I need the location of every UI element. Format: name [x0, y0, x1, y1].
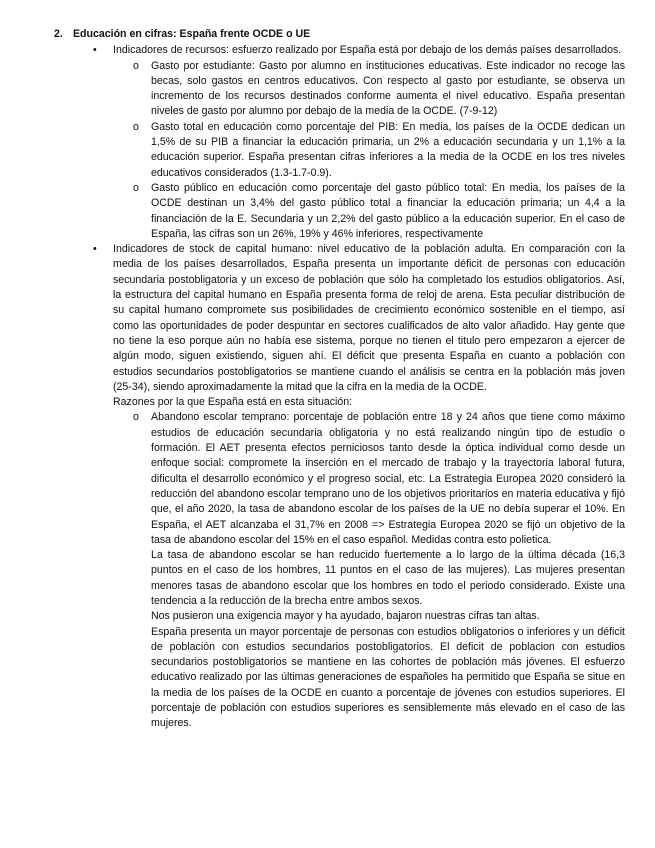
sub-item-gasto-estudiante — [133, 59, 625, 120]
abandono-paragraph-1: Abandono escolar temprano: porcentaje de población entre 18 y 24 años que tiene como máximo estudios de educación secundaria obligatoria y no está realizando ningún tipo de estudio o formación. El AET presenta efectos perniciosos tanto desde la óptica individual como desde un enfoque social: compromete la inserción en el mercado de trabajo y la trayectoria laboral futura, dificulta el desarrollo económico y el progreso social, etc. La Estrategia Europea 2020 consideró la reducción del abandono escolar temprano uno de los objetivos prioritarios en materia educativa y fijó que, el año 2020, la tasa de abandono escolar de los países de la UE no debía superar el 10%. En España, el AET alcanzaba el 31,7% en 2008 => Estrategia Europea 2020 se fijó un objetivo de la tasa de abandono escolar del 15% en el caso español. Medidas contra esto polietica. — [151, 411, 625, 546]
sub-bullet-icon: o — [133, 411, 139, 424]
resources-sublist — [133, 59, 625, 243]
section-title: Educación en cifras: España frente OCDE o UE — [72, 28, 311, 40]
sub-item-text: Gasto público en educación como porcentaje del gasto público total: En media, los países de la OCDE destinan un 3,4% del gasto público total a financiar la educación primaria; un 4,4 a la financiación de la E. Secundaria y un 2,2% del gasto público a la educación superior. En el caso de España, las cifras son un 26%, 19% y 46% inferiores, respectivamente — [151, 181, 625, 240]
section-number: 2. — [54, 28, 63, 40]
sub-bullet-icon: o — [133, 120, 139, 133]
section-heading — [54, 27, 625, 42]
bullet-icon: • — [93, 44, 97, 57]
sub-item-abandono — [133, 410, 625, 731]
resources-text: Indicadores de recursos: esfuerzo realizado por España está por debajo de los demás países desarrollados. — [113, 44, 622, 57]
main-bullet-list — [54, 43, 625, 731]
sub-item-gasto-publico — [133, 181, 625, 242]
sub-bullet-icon: o — [133, 59, 139, 72]
sub-bullet-icon: o — [133, 181, 139, 194]
abandono-paragraph-4: España presenta un mayor porcentaje de personas con estudios obligatorios o inferiores y un déficit de población con estudios secundarios postobligatorios. El deficit de poblacion con estudios secundarios postobligatorios se mantiene en las cohortes de población más jóvenes. El esfuerzo educativo realizado por las últimas generaciones de españoles ha permitido que España se situe en la media de los países de la OCDE en cuanto a porcentaje de jóvenes con estudios superiores. El porcentaje de población con estudios superiores es sensiblemente más elevado en el caso de las mujeres. — [151, 625, 625, 730]
abandono-paragraph-3: Nos pusieron una exigencia mayor y ha ayudado, bajaron nuestras cifras tan altas. — [151, 610, 540, 623]
list-item-capital — [54, 242, 625, 732]
abandono-paragraph-2: La tasa de abandono escolar se han reducido fuertemente a lo largo de la última década (16,3 puntos en el caso de los hombres, 11 puntos en el caso de las mujeres). Las mujeres presentan menores tasas de abandono escolar que los hombres en todo el periodo considerado. Existe una tendencia a la reducción de la brecha entre ambos sexos. — [151, 549, 625, 607]
capital-sublist — [133, 410, 625, 731]
sub-item-text: Gasto por estudiante: Gasto por alumno en instituciones educativas. Este indicador no recoge las becas, solo gastos en centros educativos. Con respecto al gasto por estudiante, se observa un incremento de los recursos destinados conforme aumenta el nivel educativo. España presentan niveles de gasto por alumno por debajo de la media de la OCDE. (7-9-12) — [151, 59, 625, 118]
list-item-resources — [54, 43, 625, 242]
reasons-label: Razones por la que España está en esta situación: — [113, 396, 353, 409]
sub-item-text: Gasto total en educación como porcentaje del PIB: En media, los países de la OCDE dedican un 1,5% de su PIB a financiar la educación primaria, un 2% a educación secundaria y un 1,1% a la educación superior. España presentan cifras inferiores a la media de la OCDE en los tres niveles educativos considerados (1.3-1.7-0.9). — [151, 120, 625, 179]
bullet-icon: • — [93, 243, 97, 256]
sub-item-gasto-pib — [133, 120, 625, 181]
capital-text: Indicadores de stock de capital humano: nivel educativo de la población adulta. En comparación con la media de los países desarrollados, España presenta un importante déficit de personas con educación secundaria postobligatoria y un exceso de población que sólo ha completado los estudios obligatorios. Así, la estructura del capital humano en España presenta forma de reloj de arena. Esta peculiar distribución de su capital humano compromete sus posibilidades de crecimiento económico sostenible en el tiempo, así como las oportunidades de poder despuntar en sectores cualificados de alto valor añadido. Hay gente que no tiene la eso porque aún no había ese sistema, porque no tienen el titulo pero empezaron a ejercer de algún modo, siguen existiendo, siguen ahí. El déficit que presenta España en cuanto a población con estudios secundarios postobligatorios se mantiene cuando el análisis se centra en la población más joven (25-34), siendo aproximadamente la mitad que la cifra en la media de la OCDE. — [113, 243, 625, 393]
